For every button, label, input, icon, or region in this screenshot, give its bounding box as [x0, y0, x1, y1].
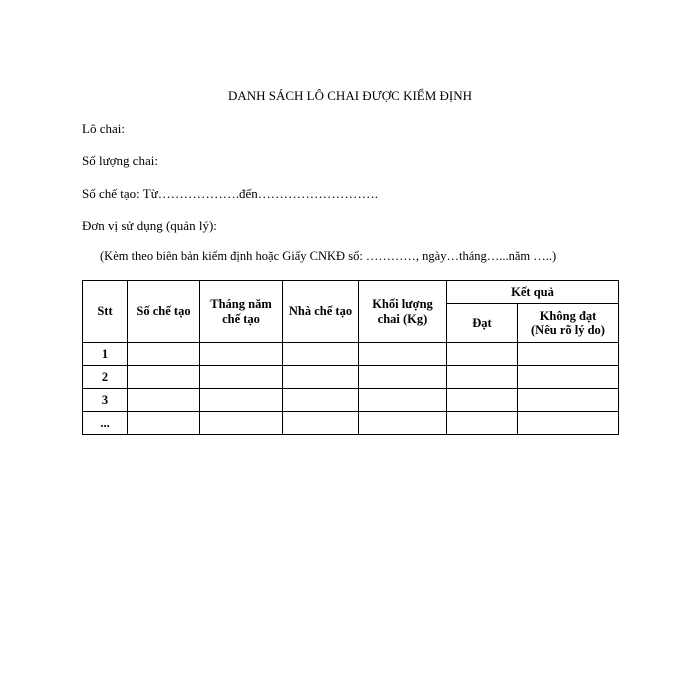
table-cell — [200, 366, 283, 389]
row-stt: 1 — [83, 343, 128, 366]
table-cell — [359, 389, 447, 412]
header-so-che-tao: Số chế tạo — [128, 281, 200, 343]
header-thang-nam-line2: chế tạo — [222, 311, 260, 326]
header-stt: Stt — [83, 281, 128, 343]
header-dat: Đạt — [447, 304, 518, 343]
table-cell — [447, 343, 518, 366]
table-cell — [359, 343, 447, 366]
table-cell — [518, 389, 619, 412]
row-stt: ... — [83, 412, 128, 435]
table-cell — [283, 389, 359, 412]
table-cell — [518, 412, 619, 435]
table-row — [83, 343, 619, 366]
table-cell — [447, 366, 518, 389]
header-khong-dat-line1: Không đạt — [539, 308, 597, 323]
table-cell — [128, 343, 200, 366]
row-stt: 3 — [83, 389, 128, 412]
field-don-vi-su-dung: Đơn vị sử dụng (quản lý): — [82, 218, 217, 233]
header-khoi-luong-line2: chai (Kg) — [377, 311, 428, 326]
table-cell — [128, 389, 200, 412]
table-cell — [283, 412, 359, 435]
header-khong-dat-line2: (Nêu rõ lý do) — [531, 323, 605, 337]
table-cell — [447, 389, 518, 412]
table-cell — [200, 412, 283, 435]
header-khoi-luong — [359, 281, 447, 343]
table-cell — [283, 343, 359, 366]
attachment-note: (Kèm theo biên bản kiểm định hoặc Giấy CNKĐ số: …………, ngày…tháng…...năm …..) — [100, 249, 557, 263]
header-thang-nam-che-tao — [200, 281, 283, 343]
table-cell — [447, 412, 518, 435]
table-cell — [518, 366, 619, 389]
header-ket-qua: Kết quả — [447, 281, 619, 304]
header-row — [83, 281, 619, 304]
table-cell — [200, 343, 283, 366]
field-lo-chai: Lô chai: — [82, 121, 125, 136]
field-so-che-tao: Số chế tạo: Từ……………….đến………………………. — [82, 186, 379, 201]
table-cell — [518, 343, 619, 366]
table-cell — [359, 412, 447, 435]
document-title: DANH SÁCH LÔ CHAI ĐƯỢC KIỂM ĐỊNH — [227, 88, 473, 103]
inspection-table — [82, 280, 619, 435]
header-thang-nam-line1: Tháng năm — [210, 297, 272, 312]
table-cell — [283, 366, 359, 389]
field-so-luong-chai: Số lượng chai: — [82, 153, 159, 168]
table-cell — [128, 412, 200, 435]
row-stt: 2 — [83, 366, 128, 389]
table-cell — [128, 366, 200, 389]
table-row — [83, 366, 619, 389]
header-khoi-luong-line1: Khối lượng — [372, 297, 433, 312]
table-row — [83, 412, 619, 435]
table-cell — [200, 389, 283, 412]
header-khong-dat — [518, 304, 619, 343]
header-nha-che-tao: Nhà chế tạo — [283, 281, 359, 343]
table-cell — [359, 366, 447, 389]
table-row — [83, 389, 619, 412]
